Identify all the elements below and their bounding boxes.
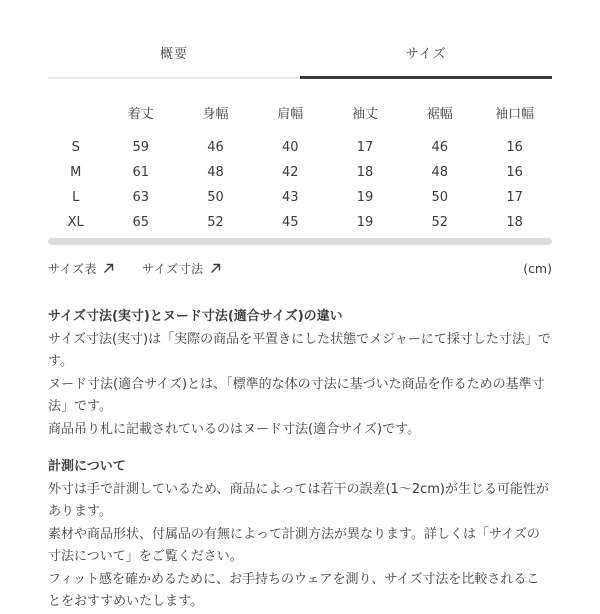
section-paragraph: フィット感を確かめるために、お手持ちのウェアを測り、サイズ寸法を比較されることをおすすめいたします。	[48, 571, 540, 609]
section-paragraph: 外寸は手で計測しているため、商品によっては若干の誤差(1〜2cm)が生じる可能性があります。	[48, 481, 549, 519]
size-label-cell: L	[72, 190, 80, 205]
section-paragraph: ヌード寸法(適合サイズ)とは、「標準的な体の寸法に基づいた商品を作るための基準寸法」です。	[48, 376, 545, 414]
size-label-cell: M	[70, 165, 82, 180]
section-heading: サイズ寸法(実寸)とヌード寸法(適合サイズ)の違い	[48, 309, 343, 324]
measurement-cell: 61	[132, 165, 150, 180]
measurement-cell: 50	[207, 190, 224, 205]
measurement-cell: 63	[132, 190, 150, 205]
section-heading: 計測について	[48, 459, 126, 474]
measurement-cell: 48	[207, 165, 224, 180]
horizontal-scrollbar[interactable]	[48, 238, 552, 245]
size-measurements-link[interactable]	[142, 260, 221, 277]
column-header: 肩幅	[277, 107, 304, 122]
measurement-cell: 46	[207, 140, 224, 155]
measurement-cell: 50	[431, 190, 449, 205]
measurement-cell: 17	[506, 190, 523, 205]
column-header: 袖口幅	[495, 107, 535, 122]
info-sections	[48, 306, 552, 614]
size-table-header-row	[48, 99, 552, 135]
size-chart-link[interactable]	[48, 260, 114, 277]
size-table-row	[48, 135, 552, 160]
measurement-cell: 19	[356, 215, 374, 230]
measurement-cell: 46	[431, 140, 449, 155]
info-section	[48, 456, 552, 614]
size-table-row	[48, 185, 552, 210]
size-table-corner-cell	[48, 99, 103, 135]
external-link-icon	[210, 263, 221, 274]
size-chart-link-label: サイズ表	[48, 262, 98, 276]
size-table-body	[48, 135, 552, 235]
section-paragraph: 商品吊り札に記載されているのはヌード寸法(適合サイズ)です。	[48, 421, 421, 437]
measurement-cell: 18	[506, 215, 523, 230]
external-link-icon	[103, 263, 114, 274]
measurement-cell: 16	[506, 165, 523, 180]
measurement-cell: 52	[431, 215, 449, 230]
size-label-cell: XL	[67, 215, 84, 230]
column-header: 袖丈	[352, 107, 379, 122]
size-table	[48, 99, 552, 235]
tab-bar	[48, 30, 552, 79]
measurement-cell: 17	[356, 140, 374, 155]
tab-overview[interactable]	[48, 30, 300, 79]
column-header: 身幅	[202, 107, 229, 122]
size-label-cell: S	[71, 140, 80, 155]
info-section	[48, 306, 552, 441]
tab-size-label: サイズ	[405, 47, 447, 62]
measurement-cell: 42	[282, 165, 299, 180]
measurement-cell: 40	[282, 140, 299, 155]
measurement-cell: 18	[356, 165, 374, 180]
measurement-cell: 43	[282, 190, 299, 205]
tab-overview-label: 概要	[159, 47, 188, 62]
measurement-cell: 59	[132, 140, 150, 155]
measurement-cell: 52	[207, 215, 224, 230]
size-table-row	[48, 160, 552, 185]
tab-size[interactable]	[300, 30, 552, 79]
size-measurements-link-label: サイズ寸法	[142, 262, 204, 276]
section-paragraph: 素材や商品形状、付属品の有無によって計測方法が異なります。詳しくは「サイズの寸法について」をご覧ください。	[48, 526, 540, 564]
section-paragraph: サイズ寸法(実寸)は「実際の商品を平置きにした状態でメジャーにて採寸した寸法」です。	[48, 331, 551, 369]
links-row	[48, 260, 552, 277]
size-table-row	[48, 210, 552, 235]
measurement-cell: 45	[282, 215, 299, 230]
measurement-cell: 16	[506, 140, 523, 155]
unit-label: (cm)	[523, 261, 552, 276]
column-header: 裾幅	[426, 107, 453, 122]
measurement-cell: 19	[356, 190, 374, 205]
measurement-cell: 48	[431, 165, 449, 180]
column-header: 着丈	[127, 107, 154, 122]
measurement-cell: 65	[132, 215, 150, 230]
